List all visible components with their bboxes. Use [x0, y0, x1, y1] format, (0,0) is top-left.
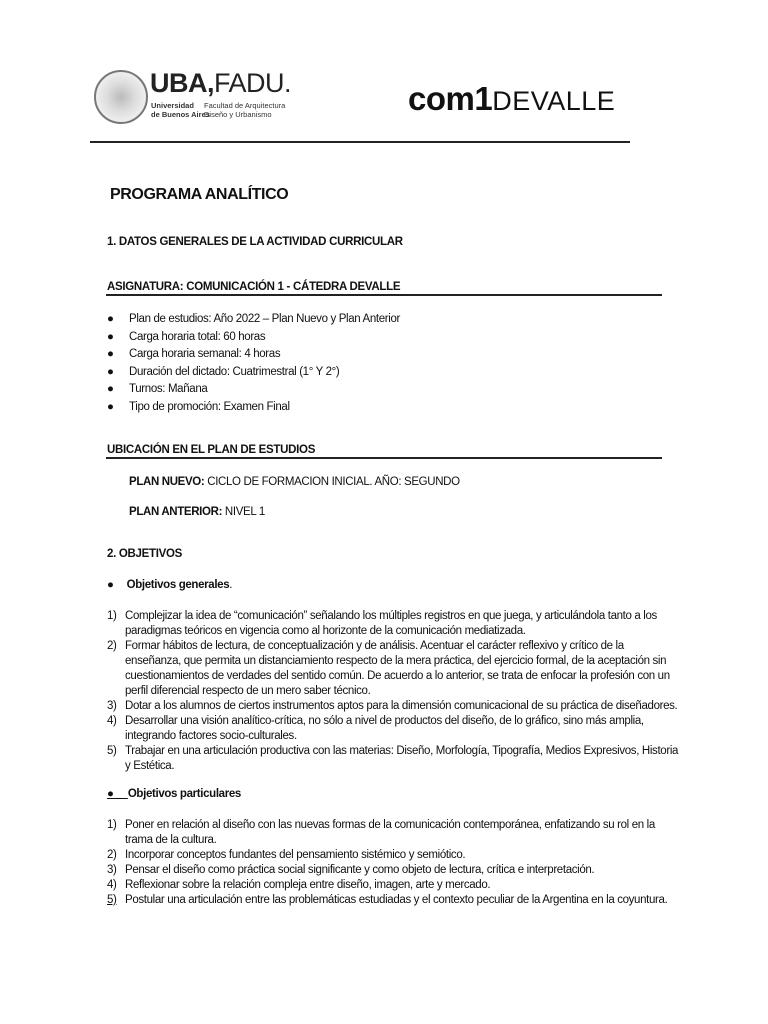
- list-item: Carga horaria total: 60 horas: [129, 330, 266, 343]
- list-item-line: Desarrollar una visión analítico-crítica, no sólo a nivel de productos del diseño, de lo gráfico, sino más amplia,: [125, 715, 644, 727]
- item-number: 5): [107, 745, 117, 757]
- generales-heading: ● Objetivos generales.: [107, 579, 233, 591]
- list-item-line: Dotar a los alumnos de ciertos instrumentos aptos para la dimensión comunicacional de su práctica de diseñadores.: [125, 700, 678, 712]
- asignatura-heading: ASIGNATURA: COMUNICACIÓN 1 - CÁTEDRA DEVALLE: [107, 281, 401, 293]
- item-number: 2): [107, 849, 117, 861]
- item-number: 3): [107, 700, 117, 712]
- value: CICLO DE FORMACION INICIAL. AÑO: SEGUNDO: [207, 476, 460, 488]
- item-number: 1): [107, 819, 117, 831]
- item-number: 1): [107, 610, 117, 622]
- item-number: 2): [107, 640, 117, 652]
- section-heading: 1. DATOS GENERALES DE LA ACTIVIDAD CURRICULAR: [107, 236, 403, 248]
- label: Objetivos generales: [126, 579, 230, 591]
- item-number: 4): [107, 715, 117, 727]
- heading-underline: [106, 457, 662, 459]
- com1-devalle-logo: [408, 80, 615, 118]
- logo-devalle: DEVALLE: [492, 86, 616, 116]
- logo-text: Diseño y Urbanismo: [204, 110, 272, 119]
- uba-fadu-logo: [150, 68, 291, 99]
- plan-anterior: [129, 505, 265, 520]
- bullet-marker: ●: [107, 365, 114, 378]
- list-item-line: Formar hábitos de lectura, de conceptualización y de análisis. Acentuar el carácter reflexivo y crítico de la: [125, 640, 624, 652]
- label: PLAN ANTERIOR:: [129, 506, 223, 518]
- bullet-marker: ●: [107, 400, 114, 413]
- logo-text: Universidad: [151, 101, 194, 110]
- item-number: 5): [107, 894, 117, 906]
- value: NIVEL 1: [224, 506, 265, 518]
- plan-nuevo: [129, 475, 460, 490]
- list-item: Carga horaria semanal: 4 horas: [129, 348, 281, 360]
- bullet: ●: [107, 788, 128, 800]
- label: Objetivos particulares: [127, 788, 241, 800]
- bullet-marker: ●: [107, 313, 114, 325]
- list-item-line: Complejizar la idea de “comunicación” señalando los múltiples registros en que juega, y articulándola tanto a los: [125, 610, 657, 622]
- bullet-marker: ●: [107, 348, 114, 360]
- logo-text: Facultad de Arquitectura: [204, 101, 286, 110]
- list-item-line: paradigmas teóricos en vigencia como al horizonte de la comunicación mediatizada.: [125, 625, 526, 637]
- item-number: 3): [107, 864, 117, 876]
- list-item-line: trama de la cultura.: [125, 834, 217, 846]
- section-heading: 2. OBJETIVOS: [107, 548, 183, 560]
- page-title: PROGRAMA ANALÍTICO: [110, 186, 289, 203]
- list-item-line: Poner en relación al diseño con las nuevas formas de la comunicación contemporánea, enfatizando su rol en la: [125, 819, 655, 831]
- logo-uba: UBA,: [150, 68, 214, 98]
- item-number: 4): [107, 879, 117, 891]
- heading-underline: [106, 294, 662, 296]
- logo-university: [151, 101, 210, 119]
- list-item-line: enseñanza, que permita un distanciamiento respecto de la mera práctica, del ejercicio formal, de la aceptación sin: [125, 655, 667, 667]
- list-item-line: Trabajar en una articulación productiva con las materias: Diseño, Morfología, Tipografía, Medios Expresivos, Historia: [125, 745, 679, 757]
- list-item-line: Reflexionar sobre la relación compleja entre diseño, imagen, arte y mercado.: [125, 879, 491, 891]
- particulares-heading: [107, 787, 241, 802]
- logo-com1: com1: [408, 80, 493, 117]
- list-item-line: Pensar el diseño como práctica social significante y como objeto de lectura, crítica e interpretación.: [125, 864, 595, 876]
- uba-seal-logo: [94, 70, 148, 124]
- list-item: Plan de estudios: Año 2022 – Plan Nuevo y Plan Anterior: [129, 313, 401, 325]
- list-item-line: perfil diferencial respecto de un mero saber técnico.: [125, 685, 371, 697]
- list-item-line: Postular una articulación entre las problemáticas estudiadas y el contexto peculiar de la Argentina en la coyuntura.: [125, 894, 668, 906]
- logo-fadu: FADU.: [214, 68, 292, 98]
- header-divider: [90, 141, 630, 143]
- list-item: Turnos: Mañana: [129, 383, 208, 395]
- bullet-marker: ●: [107, 330, 114, 343]
- ubicacion-heading: UBICACIÓN EN EL PLAN DE ESTUDIOS: [107, 444, 316, 456]
- bullet: ●: [107, 579, 114, 591]
- list-item: Tipo de promoción: Examen Final: [129, 400, 290, 413]
- list-item-line: Incorporar conceptos fundantes del pensamiento sistémico y semiótico.: [125, 849, 466, 861]
- logo-faculty: [204, 101, 285, 119]
- list-item-line: cuestionamientos de verdades del sentido común. De acuerdo a lo anterior, se trata de enfocar la profesión con un: [125, 670, 670, 682]
- list-item-line: y Estética.: [125, 760, 175, 772]
- logo-text: de Buenos Aires: [151, 110, 210, 119]
- list-item-line: integrando factores socio-culturales.: [125, 730, 297, 742]
- list-item: Duración del dictado: Cuatrimestral (1° Y 2°): [129, 365, 340, 378]
- bullet-marker: ●: [107, 383, 114, 395]
- label: PLAN NUEVO:: [129, 476, 205, 488]
